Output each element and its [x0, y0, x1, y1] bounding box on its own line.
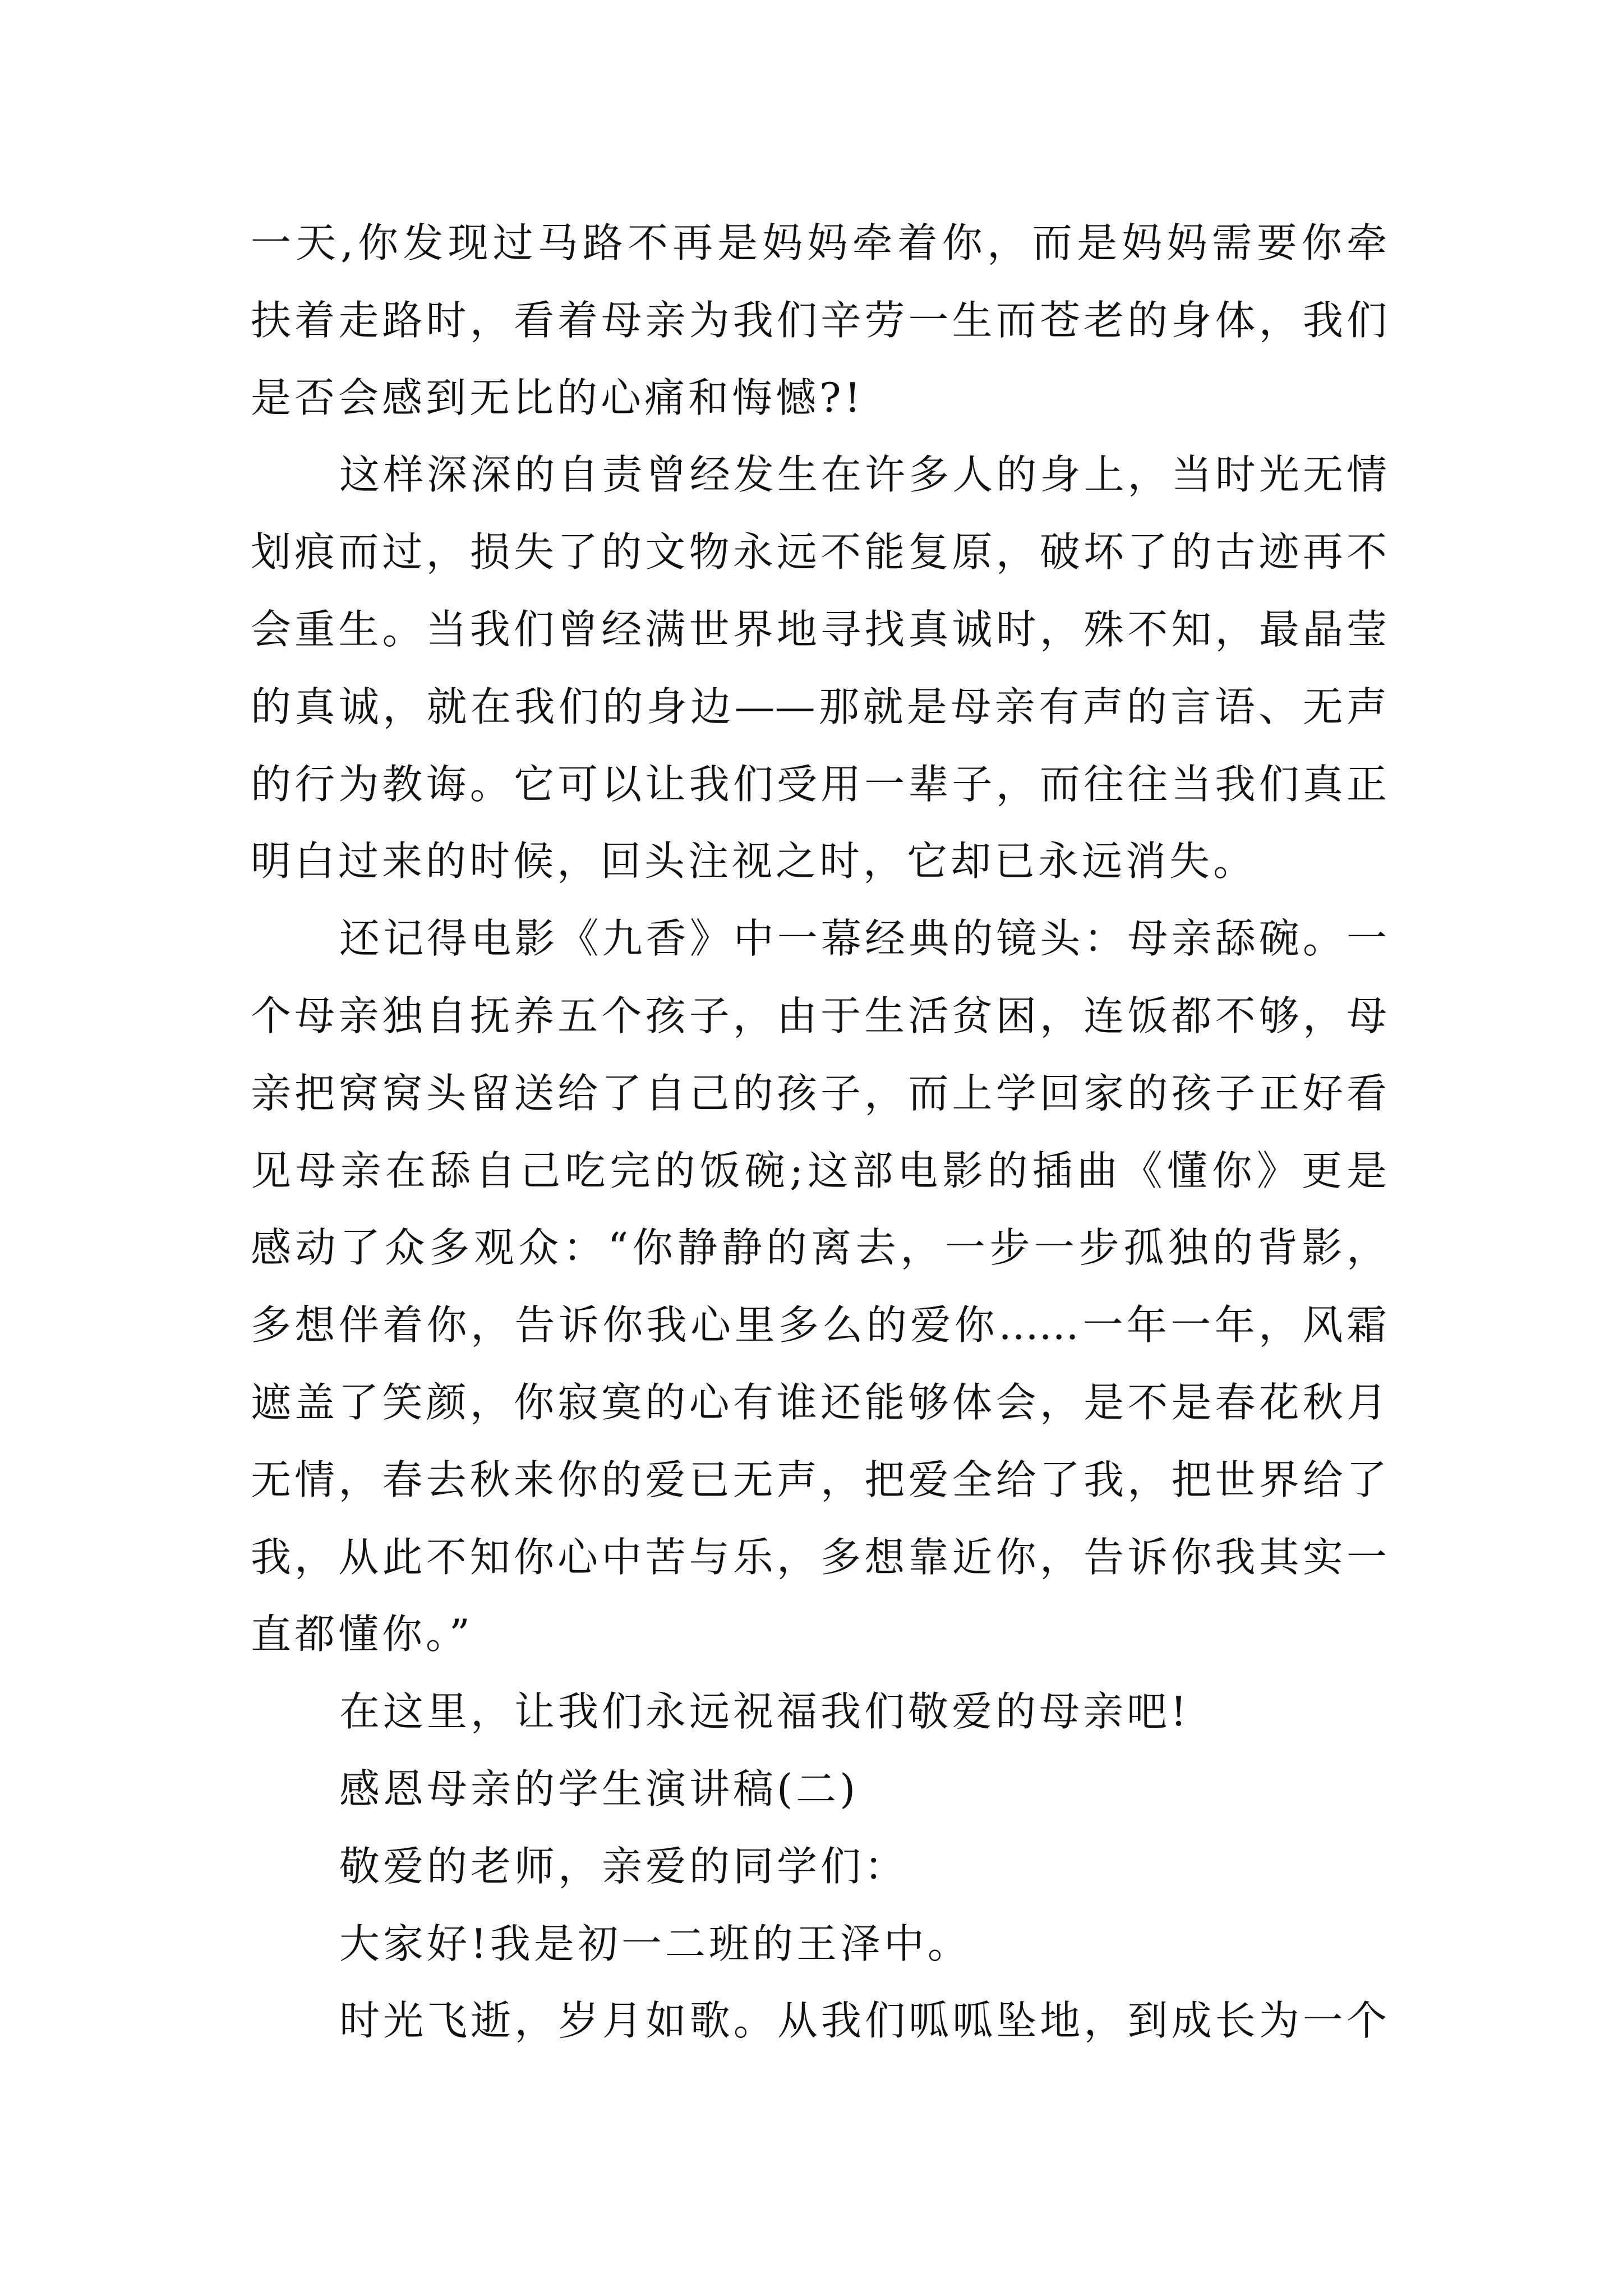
paragraph-line: 遮盖了笑颜，你寂寞的心有谁还能够体会，是不是春花秋月: [251, 1378, 1387, 1426]
paragraph-line: 亲把窝窝头留送给了自己的孩子，而上学回家的孩子正好看: [251, 1069, 1387, 1117]
paragraph-line: 大家好!我是初一二班的王泽中。: [339, 1920, 971, 1967]
section-title: [251, 1751, 1387, 1828]
paragraph-line: 明白过来的时候，回头注视之时，它却已永远消失。: [251, 838, 1257, 885]
paragraph-line: 是否会感到无比的心痛和悔憾?!: [251, 374, 864, 421]
paragraph-line: 我，从此不知你心中苦与乐，多想靠近你，告诉你我其实一: [251, 1533, 1387, 1581]
paragraph-line: 见母亲在舔自己吃完的饭碗;这部电影的插曲《懂你》更是: [251, 1147, 1387, 1194]
paragraph-line: 会重生。当我们曾经满世界地寻找真诚时，殊不知，最晶莹: [251, 605, 1387, 653]
paragraph-line: 还记得电影《九香》中一幕经典的镜头：母亲舔碗。一: [339, 915, 1387, 963]
paragraph-line: 感动了众多观众：“你静静的离去，一步一步孤独的背影，: [251, 1224, 1387, 1272]
paragraph: [251, 436, 1387, 900]
paragraph-line: 时光飞逝，岁月如歌。从我们呱呱坠地，到成长为一个: [339, 1997, 1387, 2045]
paragraph-line: 的行为教诲。它可以让我们受用一辈子，而往往当我们真正: [251, 760, 1387, 808]
paragraph-line: 直都懂你。”: [251, 1611, 473, 1658]
paragraph: [251, 1906, 1387, 1983]
paragraph-line: 在这里，让我们永远祝福我们敬爱的母亲吧!: [339, 1688, 1190, 1736]
paragraph: [251, 1673, 1387, 1751]
paragraph-line: 一天,你发现过马路不再是妈妈牵着你，而是妈妈需要你牵: [251, 219, 1387, 266]
paragraph: [251, 205, 1387, 436]
paragraph-line: 的真诚，就在我们的身边——那就是母亲有声的言语、无声: [251, 683, 1387, 730]
section-title-line: 感恩母亲的学生演讲稿(二): [339, 1765, 859, 1812]
paragraph: [251, 900, 1387, 1673]
salutation-line: 敬爱的老师，亲爱的同学们：: [339, 1842, 909, 1890]
body-text: [251, 205, 1387, 2060]
salutation: [251, 1828, 1387, 1906]
paragraph-line: 多想伴着你，告诉你我心里多么的爱你……一年一年，风霜: [251, 1301, 1387, 1349]
paragraph-line: 扶着走路时，看着母亲为我们辛劳一生而苍老的身体，我们: [251, 296, 1387, 344]
paragraph-line: 划痕而过，损失了的文物永远不能复原，破坏了的古迹再不: [251, 528, 1387, 576]
paragraph-line: 个母亲独自抚养五个孩子，由于生活贫困，连饭都不够，母: [251, 992, 1387, 1039]
paragraph: [251, 1982, 1387, 2060]
paragraph-line: 无情，春去秋来你的爱已无声，把爱全给了我，把世界给了: [251, 1456, 1387, 1503]
paragraph-line: 这样深深的自责曾经发生在许多人的身上，当时光无情: [339, 451, 1387, 499]
